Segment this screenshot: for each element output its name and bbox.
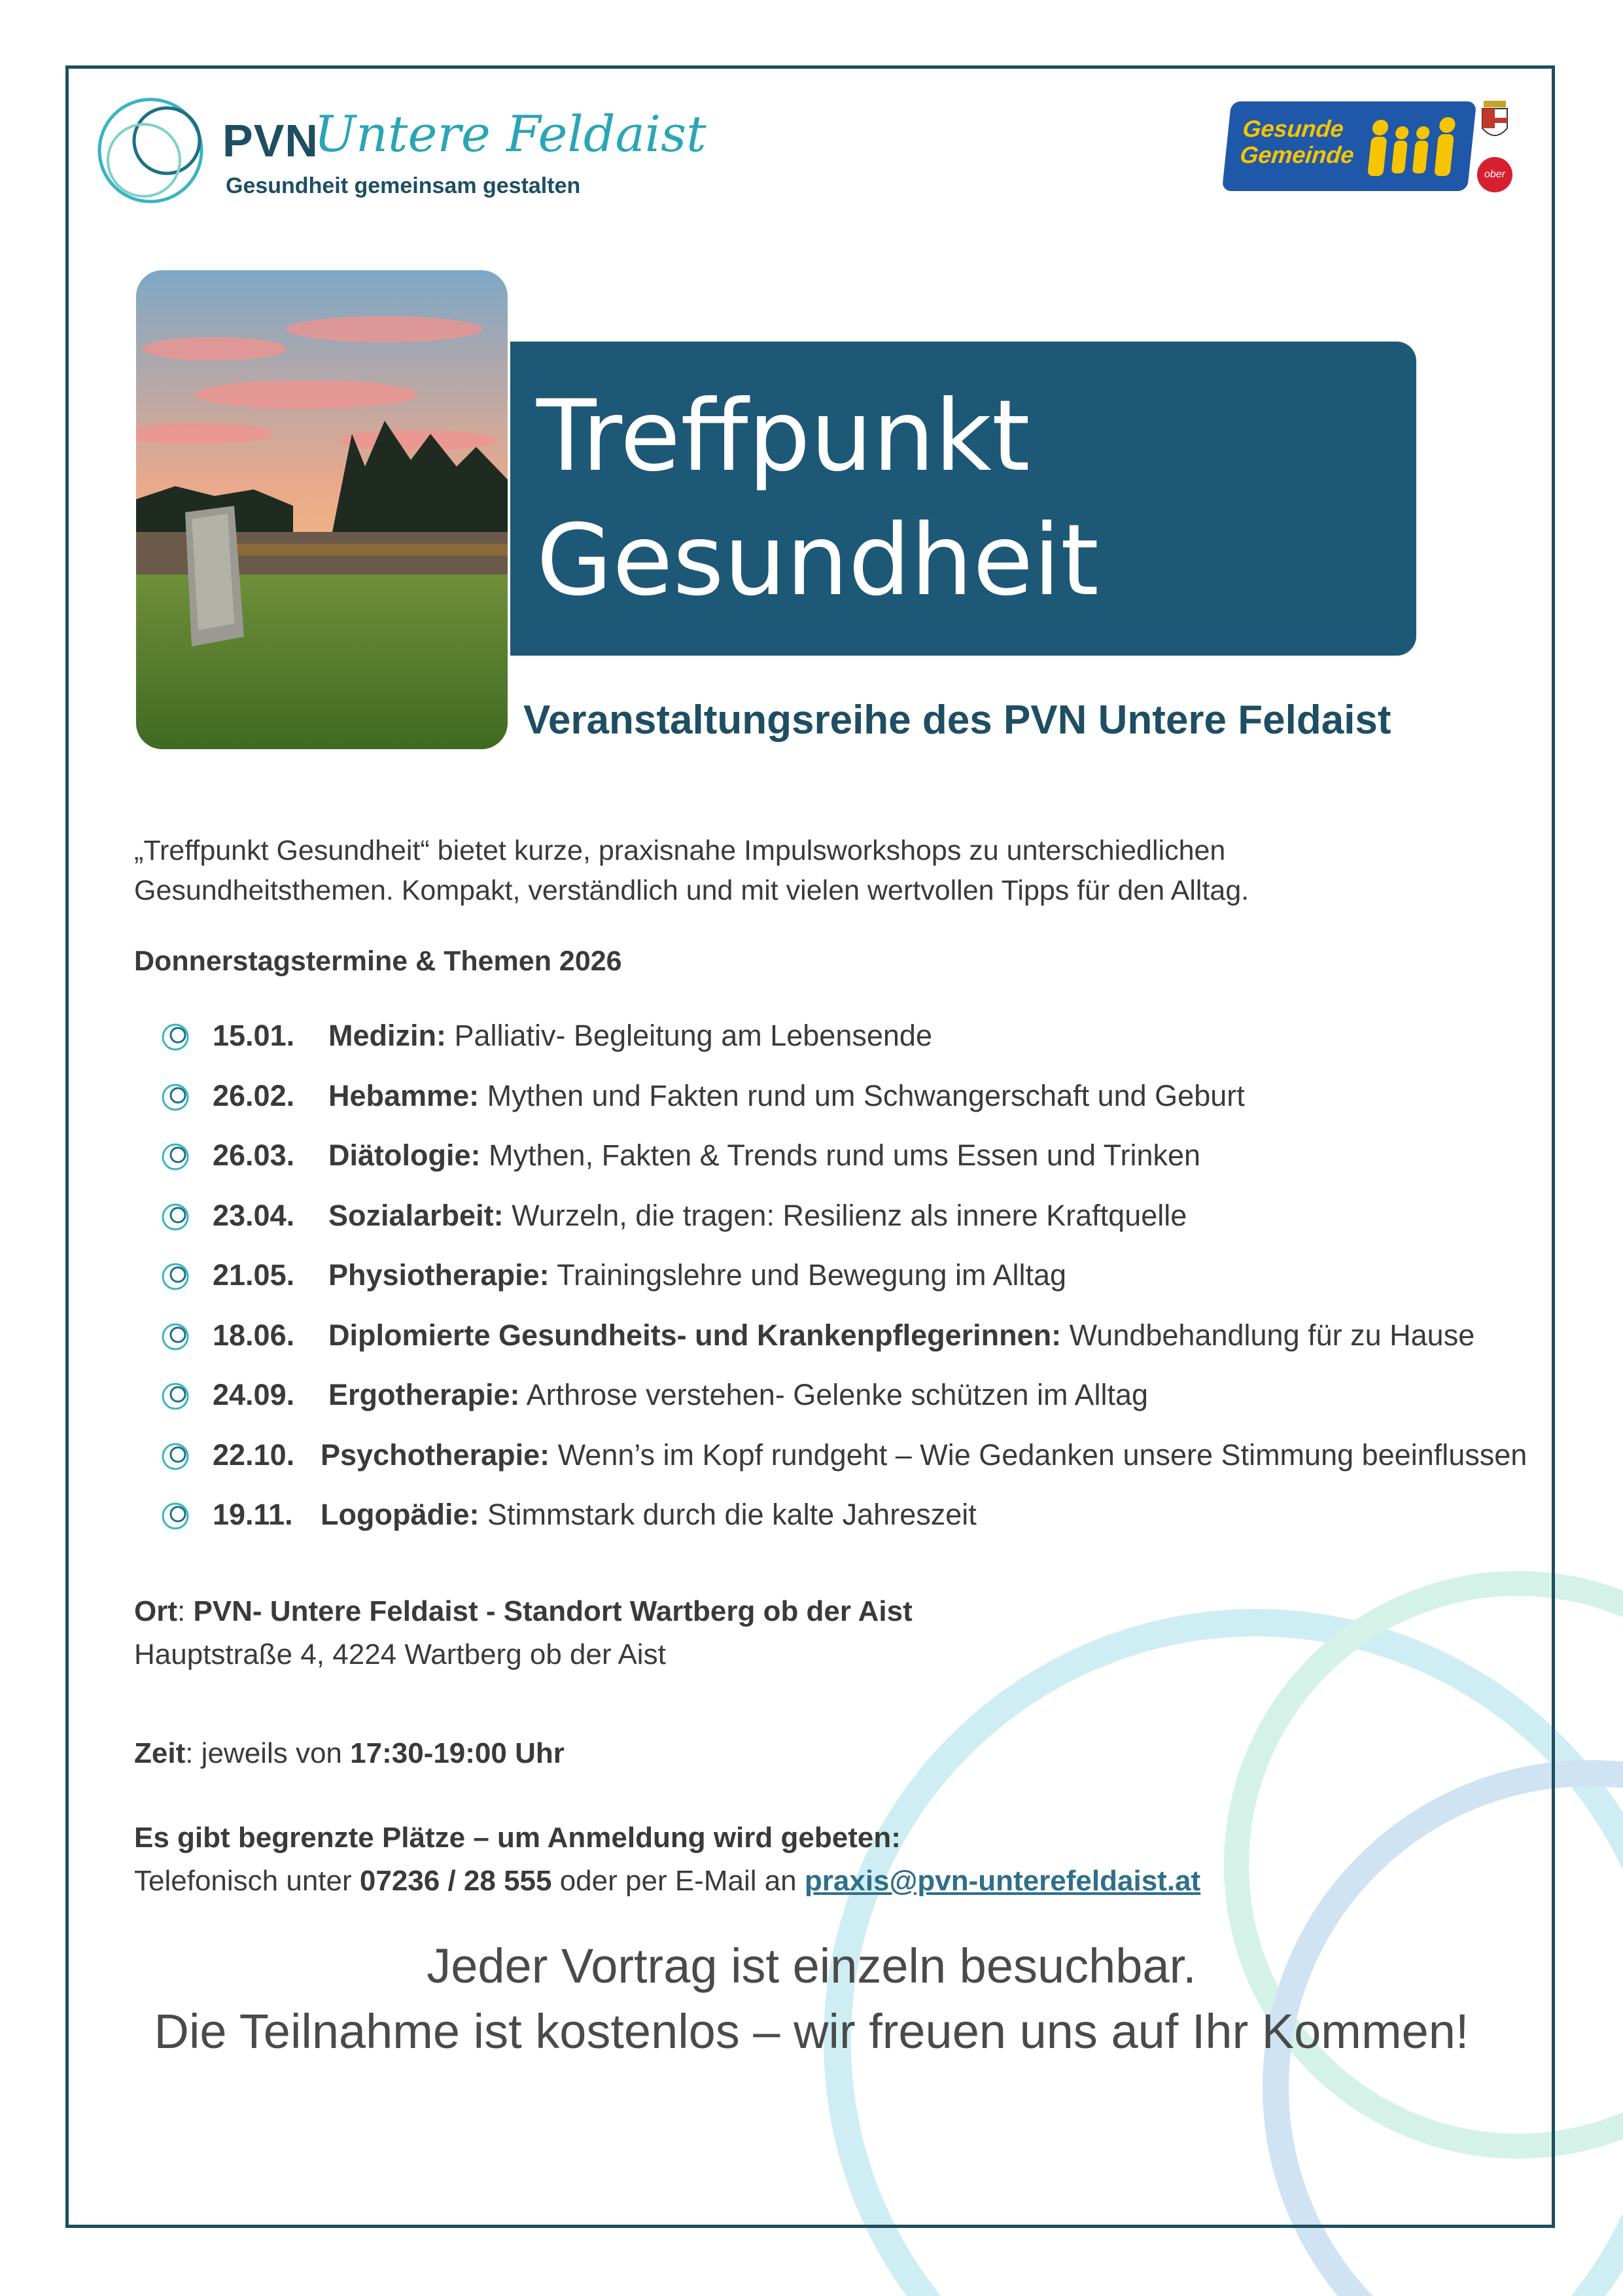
closing-line-1: Jeder Vortrag ist einzeln besuchbar.: [427, 1939, 1196, 1993]
location-name: PVN- Untere Feldaist - Standort Wartberg ob der Aist: [193, 1595, 913, 1627]
event-date: 24.09.: [213, 1378, 295, 1411]
oberoesterreich-badge: ober: [1477, 157, 1512, 192]
list-item: [160, 1375, 1560, 1436]
event-date: 21.05.: [213, 1258, 295, 1292]
subtitle: Veranstaltungsreihe des PVN Untere Feldaist: [523, 698, 1391, 743]
event-date: 26.03.: [213, 1139, 295, 1172]
ring-bullet-icon: [160, 1441, 190, 1472]
ring-bullet-icon: [160, 1022, 190, 1052]
list-item: [160, 1136, 1560, 1196]
event-category: Ergotherapie:: [328, 1378, 520, 1411]
gg-line1: Gesunde: [1241, 115, 1346, 142]
event-date: 22.10.: [213, 1438, 295, 1472]
event-date: 23.04.: [213, 1198, 295, 1232]
event-date: 18.06.: [213, 1318, 295, 1352]
list-item: [160, 1256, 1560, 1316]
event-date: 15.01.: [213, 1019, 295, 1052]
list-item: [160, 1076, 1560, 1137]
event-category: Medizin:: [328, 1019, 446, 1052]
event-category: Physiotherapie:: [328, 1258, 550, 1292]
event-topic: Wundbehandlung für zu Hause: [1061, 1318, 1475, 1352]
ring-bullet-icon: [160, 1381, 190, 1411]
list-item: [160, 1495, 1560, 1555]
event-category: Psychotherapie:: [321, 1438, 550, 1472]
ring-bullet-icon: [160, 1501, 190, 1531]
location-address: Hauptstraße 4, 4224 Wartberg ob der Aist: [134, 1638, 666, 1670]
event-topic: Trainingslehre und Bewegung im Alltag: [549, 1258, 1067, 1292]
event-category: Hebamme:: [328, 1078, 480, 1112]
event-category: Diätologie:: [328, 1139, 481, 1172]
event-topic: Mythen und Fakten rund um Schwangerschaft und Geburt: [479, 1078, 1245, 1112]
mail-prefix: oder per E-Mail an: [551, 1865, 805, 1897]
gesunde-gemeinde-logo: [1222, 101, 1476, 191]
schedule-heading: Donnerstagstermine & Themen 2026: [134, 945, 622, 977]
time-label: Zeit: [134, 1737, 186, 1769]
location-block: [134, 1590, 913, 1676]
time-block: [134, 1737, 565, 1770]
time-prefix: : jeweils von: [185, 1737, 351, 1769]
location-colon: :: [177, 1595, 194, 1627]
event-topic: Arthrose verstehen- Gelenke schützen im Alltag: [519, 1378, 1149, 1411]
list-item: [160, 1196, 1560, 1256]
ring-bullet-icon: [160, 1322, 190, 1352]
event-topic: Stimmstark durch die kalte Jahreszeit: [479, 1498, 977, 1531]
phone-prefix: Telefonisch unter: [134, 1865, 360, 1897]
list-item: [160, 1316, 1560, 1376]
logo-tagline: Gesundheit gemeinsam gestalten: [226, 173, 581, 198]
event-category: Sozialarbeit:: [328, 1198, 504, 1232]
ring-bullet-icon: [160, 1082, 190, 1112]
intro-text: „Treffpunkt Gesundheit“ bietet kurze, praxisnahe Impulsworkshops zu unterschiedlichen Gesundheitsthemen. Kompakt, verständlich und mit vielen wertvollen Tipps für den Alltag.: [134, 835, 1249, 906]
logo-script: Untere Feldaist: [314, 105, 707, 163]
list-item: [160, 1016, 1560, 1076]
family-figures-icon: [1360, 113, 1466, 185]
event-topic: Wenn’s im Kopf rundgeht – Wie Gedanken unsere Stimmung beeinflussen: [550, 1438, 1527, 1472]
phone-number[interactable]: 07236 / 28 555: [359, 1865, 552, 1897]
title-banner: [510, 342, 1416, 656]
event-category: Logopädie:: [321, 1498, 480, 1531]
gg-logo-text: [1238, 116, 1357, 168]
page-title: Treffpunkt Gesundheit: [536, 380, 1099, 618]
location-label: Ort: [134, 1595, 177, 1627]
event-topic: Mythen, Fakten & Trends rund ums Essen und Trinken: [480, 1139, 1201, 1172]
event-list: [160, 1016, 1560, 1555]
event-topic: Wurzeln, die tragen: Resilienz als innere Kraftquelle: [503, 1198, 1187, 1232]
event-date: 19.11.: [213, 1498, 293, 1531]
registration-block: [134, 1816, 1200, 1903]
registration-heading: Es gibt begrenzte Plätze – um Anmeldung wird gebeten:: [134, 1822, 901, 1854]
event-date: 26.02.: [213, 1078, 295, 1112]
closing-text: [0, 1934, 1623, 2064]
event-topic: Palliativ- Begleitung am Lebensende: [445, 1019, 932, 1052]
email-link[interactable]: praxis@pvn-unterefeldaist.at: [804, 1865, 1201, 1897]
ring-bullet-icon: [160, 1202, 190, 1232]
ring-bullet-icon: [160, 1142, 190, 1172]
logo-title: PVN: [222, 115, 319, 166]
ring-bullet-icon: [160, 1262, 190, 1292]
coat-of-arms-icon: [1478, 98, 1511, 144]
sunset-meadow-photo: [136, 270, 508, 749]
closing-line-2: Die Teilnahme ist kostenlos – wir freuen uns auf Ihr Kommen!: [154, 2004, 1469, 2058]
list-item: [160, 1436, 1560, 1496]
event-category: Diplomierte Gesundheits- und Krankenpflegerinnen:: [328, 1318, 1062, 1352]
gg-line2: Gemeinde: [1238, 141, 1355, 168]
time-value: 17:30-19:00 Uhr: [350, 1737, 565, 1769]
